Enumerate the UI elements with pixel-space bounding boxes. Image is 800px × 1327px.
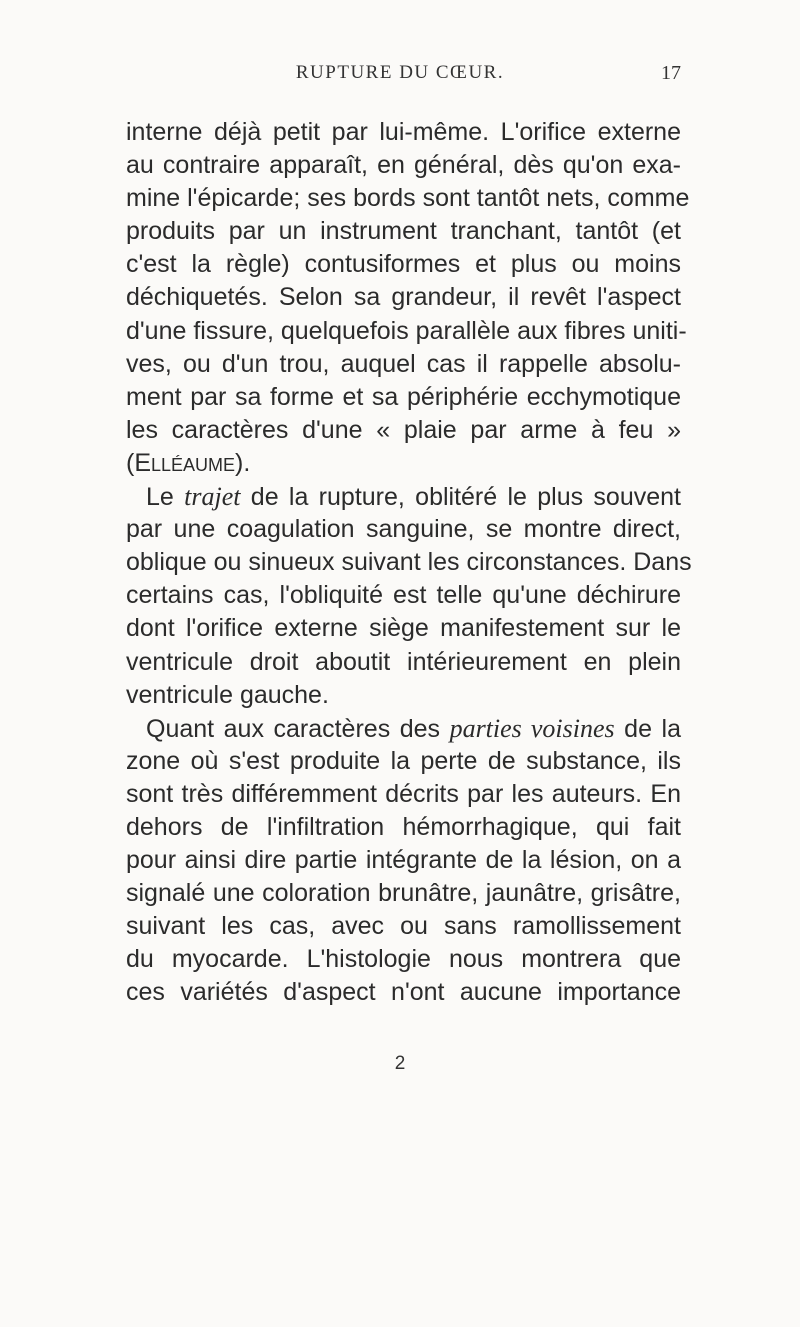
italic-term: parties voisines xyxy=(449,713,615,743)
text-line: oblique ou sinueux suivant les circonstances. Dans xyxy=(126,548,692,577)
text-line: mine l'épicarde; ses bords sont tantôt nets, comme xyxy=(126,184,690,213)
text-line: ces variétés d'aspect n'ont aucune importance xyxy=(126,978,681,1007)
text-line: du myocarde. L'histologie nous montrera que xyxy=(126,945,681,974)
text-line: interne déjà petit par lui-même. L'orifice externe xyxy=(126,118,681,146)
text-line: d'une fissure, quelquefois parallèle aux fibres uniti- xyxy=(126,316,687,345)
text-line: les caractères d'une « plaie par arme à feu » xyxy=(126,415,681,444)
text-line: suivant les cas, avec ou sans ramollissement xyxy=(126,912,681,941)
text-run: de la rupture, oblitéré le plus souvent xyxy=(240,483,681,512)
body-text xyxy=(126,116,692,1010)
text-line: dehors de l'infiltration hémorrhagique, qui fait xyxy=(126,812,681,841)
text-line: c'est la règle) contusiformes et plus ou moins xyxy=(126,250,681,279)
text-line: ventricule gauche. xyxy=(126,680,329,709)
text-line: ves, ou d'un trou, auquel cas il rappelle absolu- xyxy=(126,349,681,378)
text-line: signalé une coloration brunâtre, jaunâtre, grisâtre, xyxy=(126,879,681,908)
text-line: dont l'orifice externe siège manifestement sur le xyxy=(126,614,681,643)
text-line: zone où s'est produite la perte de substance, ils xyxy=(126,746,681,775)
signature-mark: 2 xyxy=(394,1053,406,1074)
text-line: ventricule droit aboutit intérieurement en plein xyxy=(126,647,681,676)
text-line: par une coagulation sanguine, se montre direct, xyxy=(126,515,681,544)
text-run: de la xyxy=(614,714,681,743)
text-run: Quant aux caractères des xyxy=(146,714,450,743)
text-line: au contraire apparaît, en général, dès qu'on exa- xyxy=(126,151,681,180)
text-line: sont très différemment décrits par les auteurs. En xyxy=(126,779,681,808)
text-line: pour ainsi dire partie intégrante de la lésion, on a xyxy=(126,846,681,875)
text-line: déchiquetés. Selon sa grandeur, il revêt l'aspect xyxy=(126,283,681,312)
text-line-citation: (Elléaume). xyxy=(126,448,251,477)
italic-term: trajet xyxy=(184,482,241,512)
text-line: produits par un instrument tranchant, tantôt (et xyxy=(126,217,681,246)
page-number: 17 xyxy=(661,62,681,84)
paragraph-start-line xyxy=(126,480,681,513)
text-line: certains cas, l'obliquité est telle qu'une déchirure xyxy=(126,581,681,610)
text-run: Le xyxy=(146,483,185,512)
paragraph-start-line xyxy=(126,712,681,745)
text-line: ment par sa forme et sa périphérie ecchymotique xyxy=(126,382,681,411)
running-title: RUPTURE DU CŒUR. xyxy=(295,62,505,83)
running-head xyxy=(0,62,800,92)
